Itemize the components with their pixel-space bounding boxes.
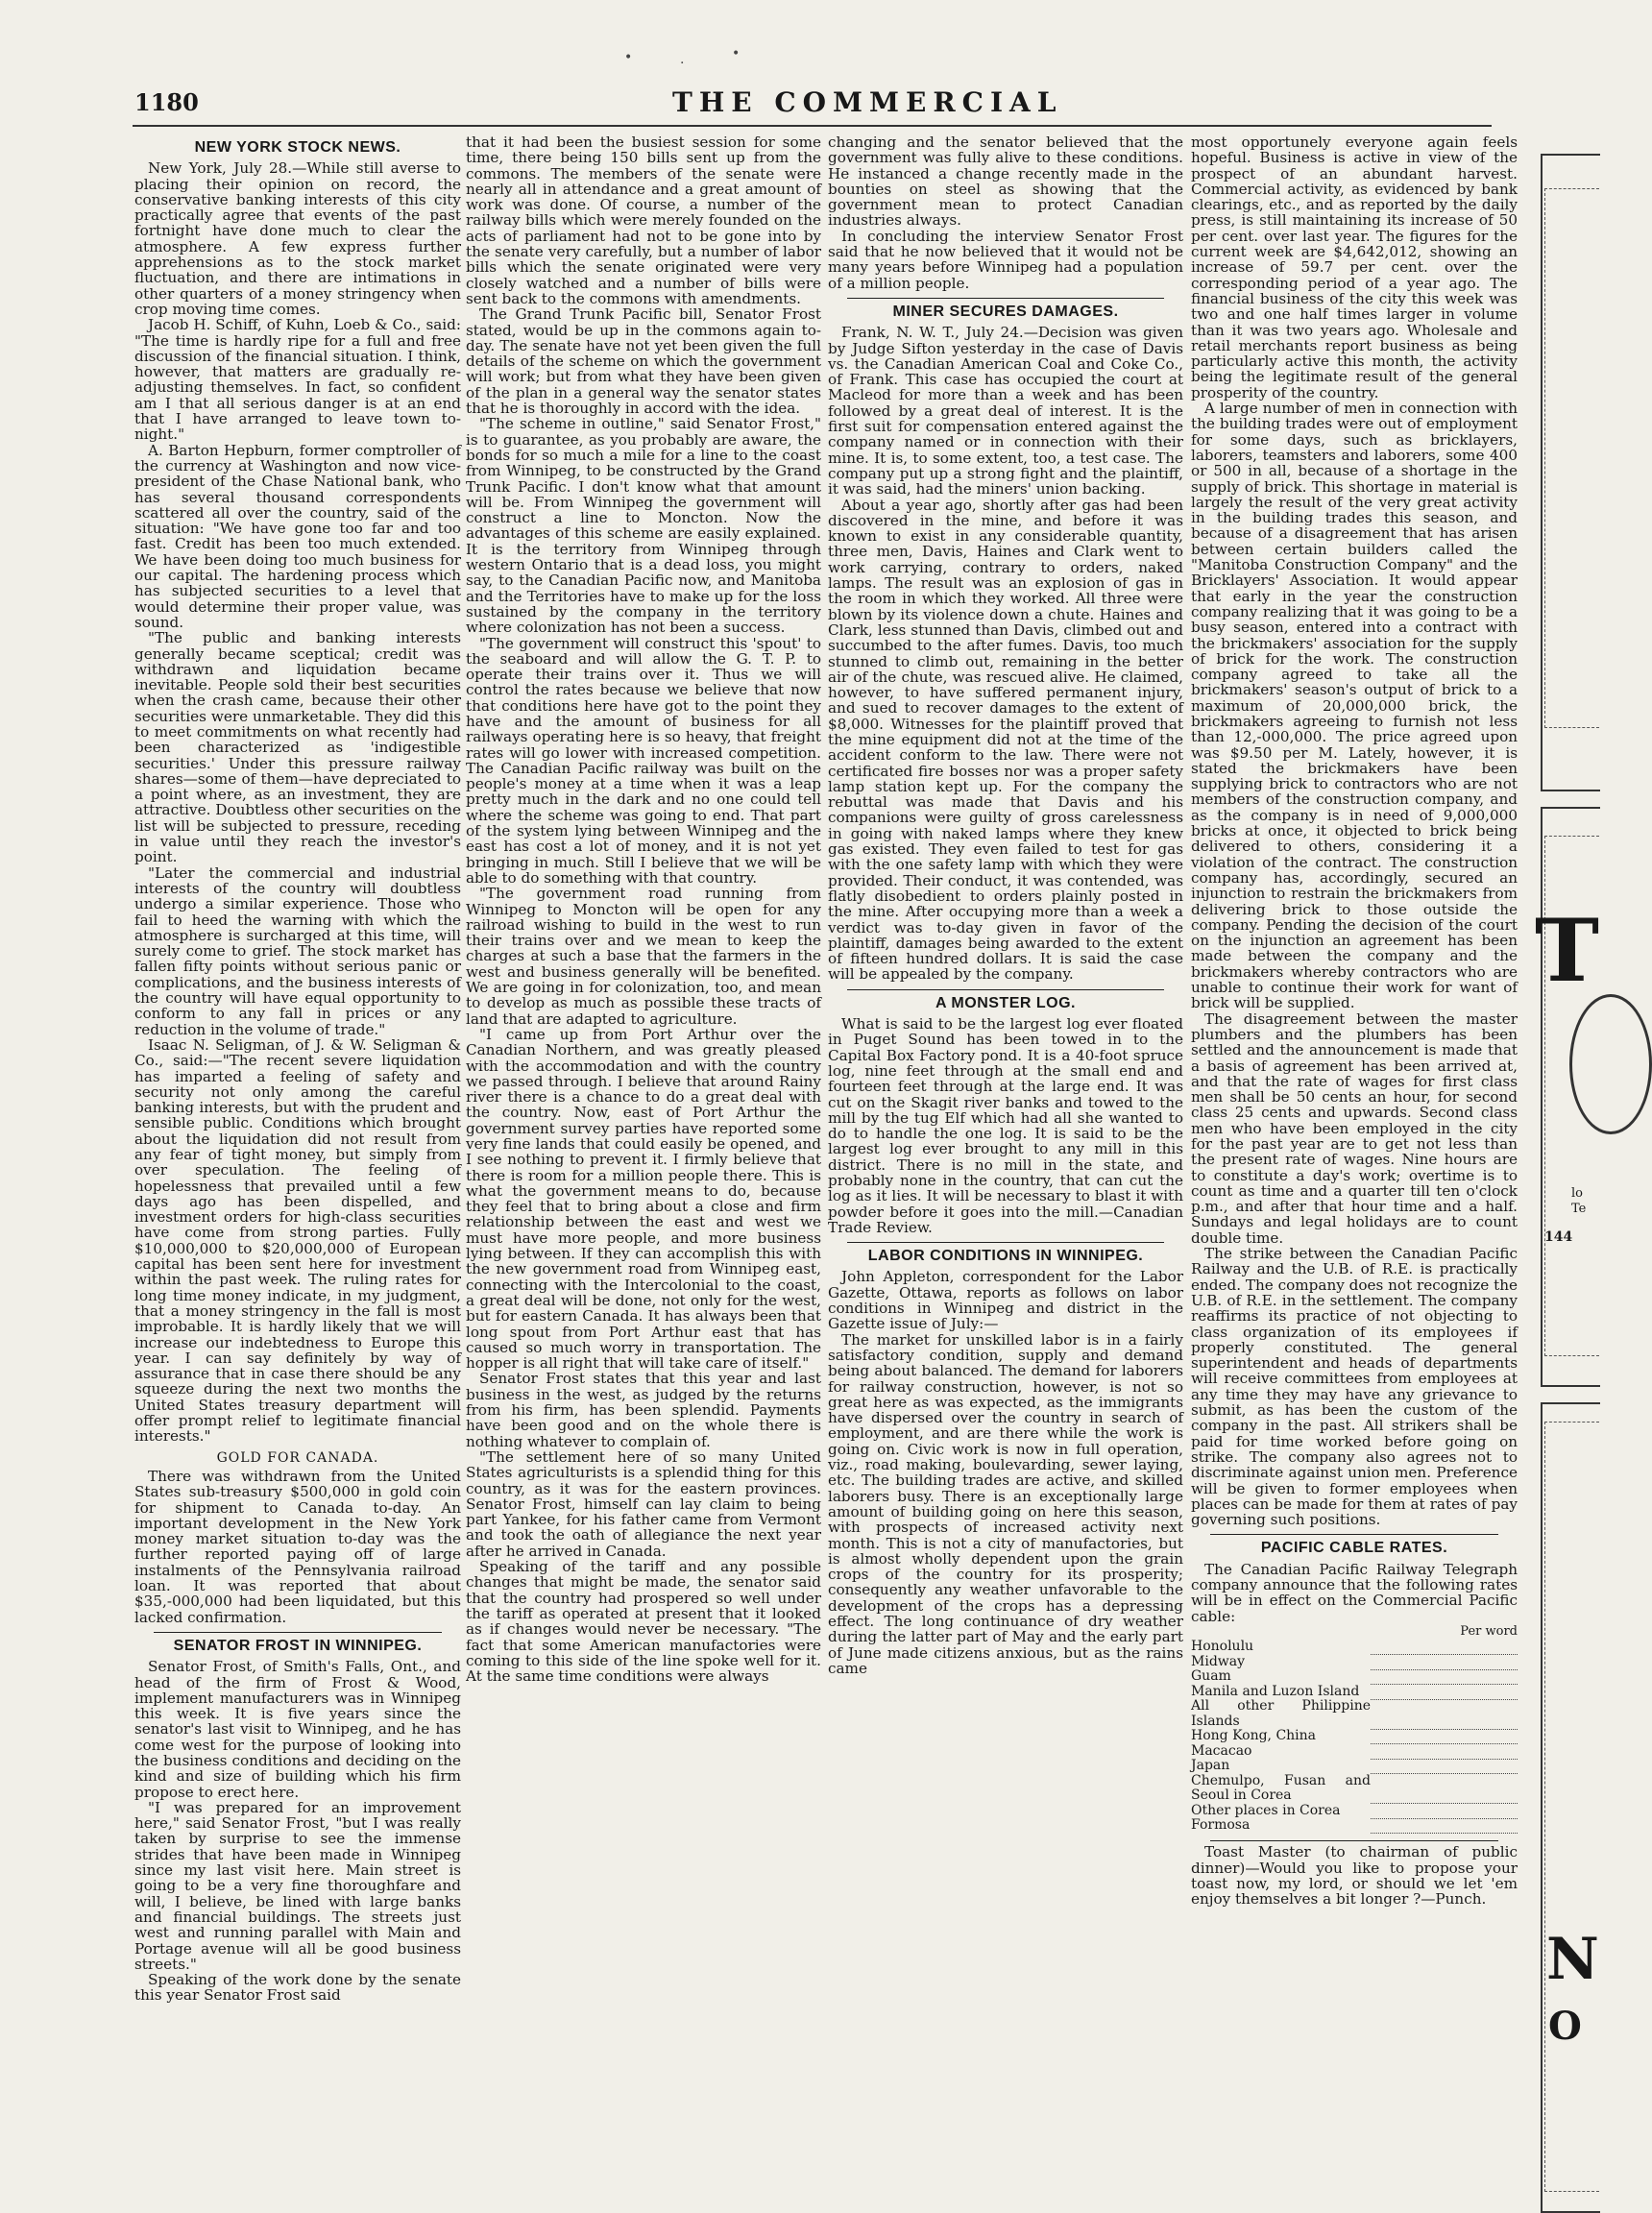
rate-row xyxy=(1191,1729,1518,1744)
article-paragraph: The market for unskilled labor is in a fairly satisfactory condition, supply and demand being about balanced. The demand for laborers for railway construction, however, is not so great here as was expected, as the immigrants have dispersed over the country in search of employment, and are there while the work is going on. Civic work is now in full operation, viz., road making, boulevarding, sewer laying, etc. The building trades are active, and skilled laborers busy. There is an exceptionally large amount of building going on here this season, with prospects of increased activity next month. This is not a city of manufactories, but is almost wholly dependent upon the grain crops of the country for its prosperity; consequently any weather unfavorable to the development of the crops has a depressing effect. The long continuance of dry weather during the latter part of May and the early part of June made citizens anxious, but as the rains came xyxy=(828,1330,1183,1677)
ad-big-letter: T xyxy=(1535,900,1599,1002)
rate-leader-dots xyxy=(1371,1818,1518,1834)
headline-new-york-stock-news: NEW YORK STOCK NEWS. xyxy=(194,139,401,156)
rate-destination: Other places in Corea xyxy=(1191,1802,1341,1818)
print-speck: · xyxy=(680,56,685,71)
headline-labor-conditions: LABOR CONDITIONS IN WINNIPEG. xyxy=(867,1248,1144,1265)
article-paragraph: "The government road running from Winnipeg to Moncton will be open for any railroad wishing to build in the west to run their trains over and we mean to keep the charges at such a base that the farmers in the west and business generally will be benefited. We are going in for colonization, too, and mean to develop as much as possible these tracts of land that are adapted to agriculture. xyxy=(466,885,821,1028)
section-divider xyxy=(847,1242,1164,1243)
rate-row xyxy=(1191,1818,1518,1834)
ad-text-fragment: lo Te xyxy=(1571,1186,1587,1216)
article-paragraph: "The scheme in outline," said Senator Frost," is to guarantee, as you probably are aware, the bonds for so much a mile for a line to the coast from Winnipeg, to be constructed by the Grand Trunk Pacific. I don't know what that amount will be. From Winnipeg the government will construct a line to Moncton. Now the advantages of this scheme are easily explained. It is the territory from Winnipeg through western Ontario that is a dead loss, you might say, to the Canadian Pacific now, and Manitoba and the Territories have to make up for the loss sustained by the company in the territory where colonization has not been a success. xyxy=(466,415,821,637)
rates-column-header: Per word xyxy=(1460,1623,1518,1639)
rate-destination: Macacao xyxy=(1191,1742,1252,1759)
section-divider xyxy=(847,298,1164,299)
rate-destination: Manila and Luzon Island xyxy=(1191,1683,1360,1699)
rate-leader-dots xyxy=(1371,1744,1518,1760)
article-paragraph: that it had been the busiest session for some time, there being 150 bills sent up from the commons. The members of the senate were nearly all in attendance and a great amount of work was done. Of course, a number of the railway bills which were merely founded on the acts of parliament had not to be gone into by the senate very carefully, but a number of labor bills which the senate originated were very closely watched and a number of bills were sent back to the commons with amendments. xyxy=(466,134,821,307)
article-paragraph: Speaking of the work done by the senate this year Senator Frost said xyxy=(134,1971,461,2005)
article-paragraph: "The public and banking interests generally became sceptical; credit was withdrawn and liquidation became inevitable. People sold their best securities when the crash came, because their other securities were unmarketable. They did this to meet commitments on what recently had been characterized as 'indigestible securities.' Under this pressure railway shares—some of them—have depreciated to a point where, as an investment, they are attractive. Doubtless other securities on the list will be subjected to pressure, receding in value until they reach the investor's point. xyxy=(134,629,461,866)
article-paragraph: In concluding the interview Senator Frost said that he now believed that it would not be many years before Winnipeg had a population of a million people. xyxy=(828,227,1183,292)
rate-row xyxy=(1191,1759,1518,1774)
article-paragraph: John Appleton, correspondent for the Labor Gazette, Ottawa, reports as follows on labor conditions in Winnipeg and district in the Gazette issue of July:— xyxy=(828,1268,1183,1333)
rate-destination: Formosa xyxy=(1191,1817,1251,1834)
column-2 xyxy=(466,134,821,2209)
article-paragraph: Jacob H. Schiff, of Kuhn, Loeb & Co., said: "The time is hardly ripe for a full and free discussion of the financial situation. I think, however, that matters are gradually re-adjusting themselves. In fact, so confident am I that all serious danger is at an end that I have arranged to leave town to-night." xyxy=(134,316,461,444)
ad-big-letter: O xyxy=(1548,2004,1582,2049)
rate-destination: Japan xyxy=(1191,1758,1230,1774)
rate-row xyxy=(1191,1685,1518,1700)
rate-leader-dots xyxy=(1371,1729,1518,1744)
headline-monster-log: A MONSTER LOG. xyxy=(935,994,1076,1011)
header-rule xyxy=(133,125,1492,127)
print-speck: • xyxy=(624,50,633,65)
article-paragraph: New York, July 28.—While still averse to placing their opinion on record, the conservative banking interests of this city practically agree that events of the past fortnight have done much to clear the atmosphere. A few express further apprehensions as to the stock market fluctuation, and there are intimations in other quarters of a money stringency when crop moving time comes. xyxy=(134,159,461,318)
ad-big-letter: N xyxy=(1546,1926,1599,1993)
rate-destination: All other Philippine Islands xyxy=(1191,1698,1371,1729)
article-paragraph: The Grand Trunk Pacific bill, Senator Frost stated, would be up in the commons again to-day. The senate have not yet been given the full details of the scheme on which the government will work; but from what they have been given of the plan in a general way the senator states that he is thoroughly in accord with the idea. xyxy=(466,305,821,418)
print-speck: • xyxy=(732,46,741,61)
article-paragraph: Speaking of the tariff and any possible changes that might be made, the senator said that the country had prospered so well under the tariff as operated at present that it looked as if changes would never be necessary. "The fact that some American manufactories were coming to this side of the line spoke well for it. At the same time conditions were always xyxy=(466,1558,821,1686)
article-paragraph: About a year ago, shortly after gas had been discovered in the mine, and before it was known to exist in any considerable quantity, three men, Davis, Haines and Clark went to work carrying, contrary to orders, naked lamps. The result was an explosion of gas in the room in which they worked. All three were blown by its violence down a chute. Haines and Clark, less stunned than Davis, climbed out and succumbed to the after fumes. Davis, too much stunned to climb out, remaining in the better air of the chute, was rescued alive. He claimed, however, to have suffered permanent injury, and sued to recover damages to the extent of $8,000. Witnesses for the plaintiff proved that the mine equipment did not at the time of the accident conform to the law. There were not certificated fire bosses nor was a proper safety lamp station kept up. For the company the rebuttal was made that Davis and his companions were guilty of gross carelessness in going with naked lamps where they knew gas existed. They even failed to test for gas with the one safety lamp with which they were provided. Their conduct, it was contended, was flatly disobedient to orders plainly posted in the mine. After occupying more than a week a verdict was to-day given in favor of the plaintiff, damages being awarded to the extent of fifteen hundred dollars. It is said the case will be appealed by the company. xyxy=(828,496,1183,984)
rate-destination: Midway xyxy=(1191,1653,1246,1669)
subheading-gold-for-canada: GOLD FOR CANADA. xyxy=(216,1449,379,1466)
rate-destination: Chemulpo, Fusan and Seoul in Corea xyxy=(1191,1772,1371,1804)
rate-destination: Guam xyxy=(1191,1668,1231,1685)
rate-row xyxy=(1191,1655,1518,1670)
article-paragraph: Toast Master (to chairman of public dinner)—Would you like to propose your toast now, my lord, or should we let 'em enjoy themselves a bit longer ?—Punch. xyxy=(1191,1843,1518,1909)
article-paragraph: Senator Frost states that this year and last business in the west, as judged by the returns from his firm, has been splendid. Payments have been good and on the whole there is nothing whatever to complain of. xyxy=(466,1370,821,1450)
column-1 xyxy=(134,134,461,2209)
section-divider xyxy=(1210,1534,1498,1535)
article-paragraph: The disagreement between the master plumbers and the plumbers has been settled and the announcement is made that a basis of agreement has been arrived at, and that the rate of wages for first class men shall be 50 cents an hour, for second class 25 cents and upwards. Second class men who have been employed in the city for the past year are to get not less than the present rate of wages. Nine hours are to constitute a day's work; overtime is to count as time and a quarter till ten o'clock p.m., and after that hour time and a half. Sundays and legal holidays are to count double time. xyxy=(1191,1009,1518,1247)
article-paragraph: "I was prepared for an improvement here," said Senator Frost, "but I was really taken by surprise to see the immense strides that have been made in Winnipeg since my last visit here. Main street is going to be a very fine thoroughfare and will, I believe, be lined with large banks and financial buildings. The streets just west and running parallel with Main and Portage avenue will all be good business streets." xyxy=(134,1798,461,1973)
rates-table xyxy=(1191,1640,1518,1834)
rate-destination: Hong Kong, China xyxy=(1191,1728,1317,1744)
article-paragraph: There was withdrawn from the United States sub-treasury $500,000 in gold coin for shipment to Canada to-day. An important development in the New York money market situation to-day was the further reported paying off of large instalments of the Pennsylvania railroad loan. It was reported that about $35,-000,000 had been liquidated, but this lacked confirmation. xyxy=(134,1467,461,1626)
advertisement-border xyxy=(1544,1422,1599,2192)
section-divider xyxy=(847,989,1164,990)
article-paragraph: The Canadian Pacific Railway Telegraph company announce that the following rates will be in effect on the Commercial Pacific cable: xyxy=(1191,1560,1518,1625)
rate-leader-dots xyxy=(1371,1669,1518,1685)
headline-senator-frost: SENATOR FROST IN WINNIPEG. xyxy=(173,1637,423,1654)
article-paragraph: "The government will construct this 'spout' to the seaboard and will allow the G. T. P. to operate their trains over it. Thus we will control the rates because we believe that now that conditions here have got to the point they have and the amount of business for all railways operating here is so heavy, that freight rates will go lower with increased competition. The Canadian Pacific railway was built on the people's money at a time when it was a leap pretty much in the dark and no one could tell where the scheme was going to end. That part of the system lying between Winnipeg and the east has cost a lot of money, and it is not yet bringing in much. Still I believe that we will be able to do something with that country. xyxy=(466,634,821,887)
column-3 xyxy=(828,134,1183,2209)
rate-leader-dots xyxy=(1371,1655,1518,1670)
article-paragraph: changing and the senator believed that the government was fully alive to these conditions. He instanced a change recently made in the bounties on steel as showing that the government mean to protect Canadian industries always. xyxy=(828,134,1183,230)
column-4 xyxy=(1191,134,1518,2209)
headline-miner-secures-damages: MINER SECURES DAMAGES. xyxy=(892,303,1119,320)
article-paragraph: The strike between the Canadian Pacific Railway and the U.B. of R.E. is practically ended. The company does not recognize the U.B. of R.E. in the settlement. The company reaffirms its practice of not objecting to class organization of its employees if properly constituted. The general superintendent and heads of departments will receive committees from employees at any time they may have any grievance to submit, as has been the custom of the company in the past. All strikers shall be paid for time worked before going on strike. The company also agrees not to discriminate against union men. Preference will be given to former employees when places can be made for them at rates of pay governing such positions. xyxy=(1191,1245,1518,1529)
rate-row xyxy=(1191,1744,1518,1760)
rate-row xyxy=(1191,1699,1518,1729)
rate-leader-dots xyxy=(1371,1774,1518,1804)
rate-leader-dots xyxy=(1371,1640,1518,1655)
masthead-title: THE COMMERCIAL xyxy=(672,86,1063,118)
article-paragraph: A large number of men in connection with the building trades were out of employment for some days, such as bricklayers, laborers, teamsters and laborers, some 400 or 500 in all, because of a shortage in the supply of brick. This shortage in material is largely the result of the very great activity in the building trades this season, and because of a disagreement that has arisen between certain builders called the "Manitoba Construction Company" and the Bricklayers' Association. It would appear that early in the year the construction company realizing that it was going to be a busy season, entered into a contract with the brickmakers' association for the supply of brick for the work. The construction company agreed to take all the brickmakers' season's output of brick to a maximum of 20,000,000 brick, the brickmakers agreeing to furnish not less than 12,-000,000. The price agreed upon was $9.50 per M. Lately, however, it is stated the brickmakers have been supplying brick to contractors who are not members of the construction company, and as the company is in need of 9,000,000 bricks at once, it objected to brick being delivered to others, considering it a violation of the contract. The construction company has, accordingly, secured an injunction to restrain the brickmakers from delivering brick to those outside the company. Pending the decision of the court on the injunction an agreement has been made between the company and the brickmakers whereby contractors who are unable to continue their work for want of brick will be supplied. xyxy=(1191,400,1518,1012)
article-paragraph: "Later the commercial and industrial interests of the country will doubtless undergo a similar experience. Those who fail to heed the warning with which the atmosphere is surcharged at this time, will surely come to grief. The stock market has fallen fifty points without serious panic or complications, and the business interests of the country will have equal opportunity to conform to any fall in prices or any reduction in the volume of trade." xyxy=(134,863,461,1038)
ad-number-fragment: 144 xyxy=(1544,1229,1573,1245)
rate-row xyxy=(1191,1640,1518,1655)
advertisement-column xyxy=(1529,134,1599,2209)
article-paragraph: Frank, N. W. T., July 24.—Decision was given by Judge Sifton yesterday in the case of Davis vs. the Canadian American Coal and Coke Co., of Frank. This case has occupied the court at Macleod for more than a week and has been followed by a great deal of interest. It is the first suit for compensation entered against the company named or in connection with their mine. It is, to some extent, too, a test case. The company put up a strong fight and the plaintiff, it was said, had the miners' union backing. xyxy=(828,324,1183,499)
rate-leader-dots xyxy=(1371,1759,1518,1774)
headline-pacific-cable-rates: PACIFIC CABLE RATES. xyxy=(1260,1540,1448,1557)
rate-row xyxy=(1191,1774,1518,1804)
rate-row xyxy=(1191,1804,1518,1819)
rate-leader-dots xyxy=(1371,1685,1518,1700)
rate-leader-dots xyxy=(1371,1699,1518,1729)
article-paragraph: "The settlement here of so many United States agriculturists is a splendid thing for this country, as it was for the eastern provinces. Senator Frost, himself can lay claim to being part Yankee, for his father came from Vermont and took the oath of allegiance the next year after he arrived in Canada. xyxy=(466,1447,821,1560)
article-paragraph: A. Barton Hepburn, former comptroller of the currency at Washington and now vice-president of the Chase National bank, who has several thousand correspondents scattered all over the country, said of the situation: "We have gone too far and too fast. Credit has been too much extended. We have been doing too much business for our capital. The hardening process which has subjected securities to a level that would determine their proper value, was sound. xyxy=(134,441,461,631)
ad-circle-graphic xyxy=(1569,994,1652,1134)
rate-destination: Honolulu xyxy=(1191,1639,1254,1655)
article-paragraph: Isaac N. Seligman, of J. & W. Seligman & Co., said:—"The recent severe liquidation has imparted a feeling of safety and security not only among the careful banking interests, but with the prudent and sensible public. Conditions which brought about the liquidation did not result from any fear of tight money, but simply from over speculation. The feeling of hopelessness that prevailed until a few days ago has been dispelled, and investment orders for high-class securities have come from strong parties. Fully $10,000,000 to $20,000,000 of European capital has been sent here for investment within the past week. The ruling rates for long time money indicate, in my judgment, that a money stringency in the fall is most improbable. It is hardly likely that we will increase our indebtedness to Europe this year. I can say definitely by way of assurance that in case there should be any squeeze during the next two months the United States treasury department will offer prompt relief to legitimate financial interests." xyxy=(134,1035,461,1446)
section-divider xyxy=(1210,1840,1498,1841)
section-divider xyxy=(154,1632,442,1633)
rate-leader-dots xyxy=(1371,1804,1518,1819)
article-paragraph: Senator Frost, of Smith's Falls, Ont., and head of the firm of Frost & Wood, implement manufacturers was in Winnipeg this week. It is five years since the senator's last visit to Winnipeg, and he has come west for the purpose of looking into the business conditions and deciding on the kind and size of building which his firm propose to erect here. xyxy=(134,1658,461,1801)
rate-row xyxy=(1191,1669,1518,1685)
article-paragraph: most opportunely everyone again feels hopeful. Business is active in view of the prospect of an abundant harvest. Commercial activity, as evidenced by bank clearings, etc., and as reported by the daily press, is still maintaining its increase of 50 per cent. over last year. The figures for the current week are $4,642,012, showing an increase of 59.7 per cent. over the corresponding period of a year ago. The financial business of the city this week was two and one half times larger in volume than it was two years ago. Wholesale and retail merchants report business as being particularly active this month, the activity being the legitimate result of the general prosperity of the country. xyxy=(1191,134,1518,401)
article-paragraph: "I came up from Port Arthur over the Canadian Northern, and was greatly pleased with the accommodation and with the country we passed through. I believe that around Rainy river there is a chance to do a great deal with the country. Now, east of Port Arthur the government survey parties have reported some very fine lands that could easily be opened, and I see nothing to prevent it. I firmly believe that there is room for a million people there. This is what the government means to do, because they feel that to bring about a close and firm relationship between the east and west we must have more people, and more business lying between. If they can accomplish this with the new government road from Winnipeg east, connecting with the Intercolonial to the coast, a great deal will be done, not only for the west, but for eastern Canada. It has always been that long spout from Port Arthur east that has caused so much worry in transportation. The hopper is all right that will take care of itself." xyxy=(466,1025,821,1373)
page-number: 1180 xyxy=(134,88,199,116)
advertisement-border xyxy=(1544,188,1599,728)
article-paragraph: What is said to be the largest log ever floated in Puget Sound has been towed in to the Capital Box Factory pond. It is a 40-foot spruce log, nine feet through at the small end and fourteen feet through at the large end. It was cut on the Skagit river banks and towed to the mill by the tug Elf which had all she wanted to do to handle the one log. It is said to be the largest log ever brought to any mill in this district. There is no mill in the state, and probably none in the country, that can cut the log as it lies. It will be necessary to blast it with powder before it goes into the mill.—Canadian Trade Review. xyxy=(828,1015,1183,1236)
